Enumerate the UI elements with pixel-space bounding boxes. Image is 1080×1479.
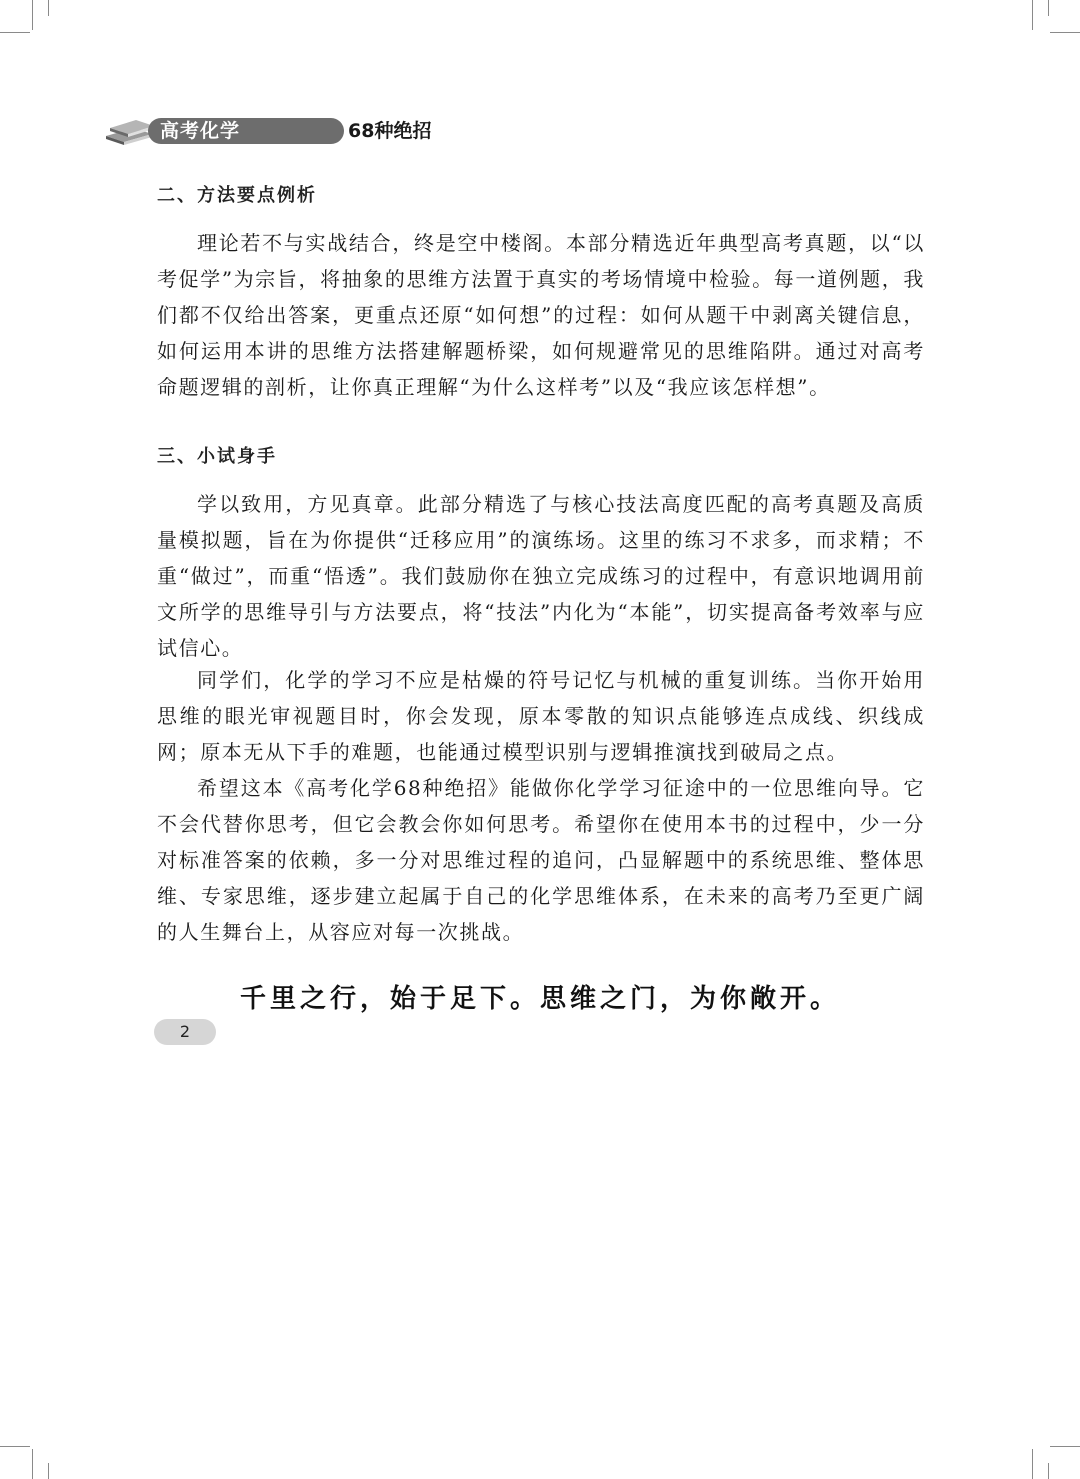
page-number: 2 (154, 1019, 216, 1045)
closing-motto: 千里之行，始于足下。思维之门，为你敞开。 (239, 984, 840, 1014)
body-paragraph: 同学们，化学的学习不应是枯燥的符号记忆与机械的重复训练。当你开始用思维的眼光审视题目时，你会发现，原本零散的知识点能够连点成线、织线成网；原本无从下手的难题，也能通过模型识别与逻辑推演找到破局之点。 (157, 668, 925, 764)
crop-mark (1050, 1446, 1080, 1447)
running-header (104, 110, 504, 150)
section-heading: 三、小试身手 (157, 446, 277, 467)
crop-mark (1050, 32, 1080, 33)
book-title: 68种绝招 (348, 120, 432, 142)
crop-mark (1032, 0, 1033, 30)
crop-mark (48, 0, 49, 16)
body-paragraph: 理论若不与实战结合，终是空中楼阁。本部分精选近年典型高考真题，以“以考促学”为宗旨，将抽象的思维方法置于真实的考场情境中检验。每一道例题，我们都不仅给出答案，更重点还原“如何想”的过程：如何从题干中剥离关键信息，如何运用本讲的思维方法搭建解题桥梁，如何规避常见的思维陷阱。通过对高考命题逻辑的剖析，让你真正理解“为什么这样考”以及“我应该怎样想”。 (157, 231, 925, 399)
series-title: 高考化学 (160, 120, 241, 142)
crop-mark (1032, 1449, 1033, 1479)
section-heading: 二、方法要点例析 (157, 185, 317, 206)
crop-mark (1048, 1463, 1049, 1479)
body-paragraph: 学以致用，方见真章。此部分精选了与核心技法高度匹配的高考真题及高质量模拟题，旨在为你提供“迁移应用”的演练场。这里的练习不求多，而求精；不重“做过”，而重“悟透”。我们鼓励你在独立完成练习的过程中，有意识地调用前文所学的思维导引与方法要点，将“技法”内化为“本能”，切实提高备考效率与应试信心。 (157, 492, 925, 660)
crop-mark (0, 32, 30, 33)
crop-mark (0, 1446, 30, 1447)
crop-mark (32, 0, 33, 30)
crop-mark (1048, 0, 1049, 16)
crop-mark (32, 1449, 33, 1479)
crop-mark (48, 1463, 49, 1479)
body-paragraph: 希望这本《高考化学68种绝招》能做你化学学习征途中的一位思维向导。它不会代替你思考，但它会教会你如何思考。希望你在使用本书的过程中，少一分对标准答案的依赖，多一分对思维过程的追问，凸显解题中的系统思维、整体思维、专家思维，逐步建立起属于自己的化学思维体系，在未来的高考乃至更广阔的人生舞台上，从容应对每一次挑战。 (157, 776, 925, 944)
